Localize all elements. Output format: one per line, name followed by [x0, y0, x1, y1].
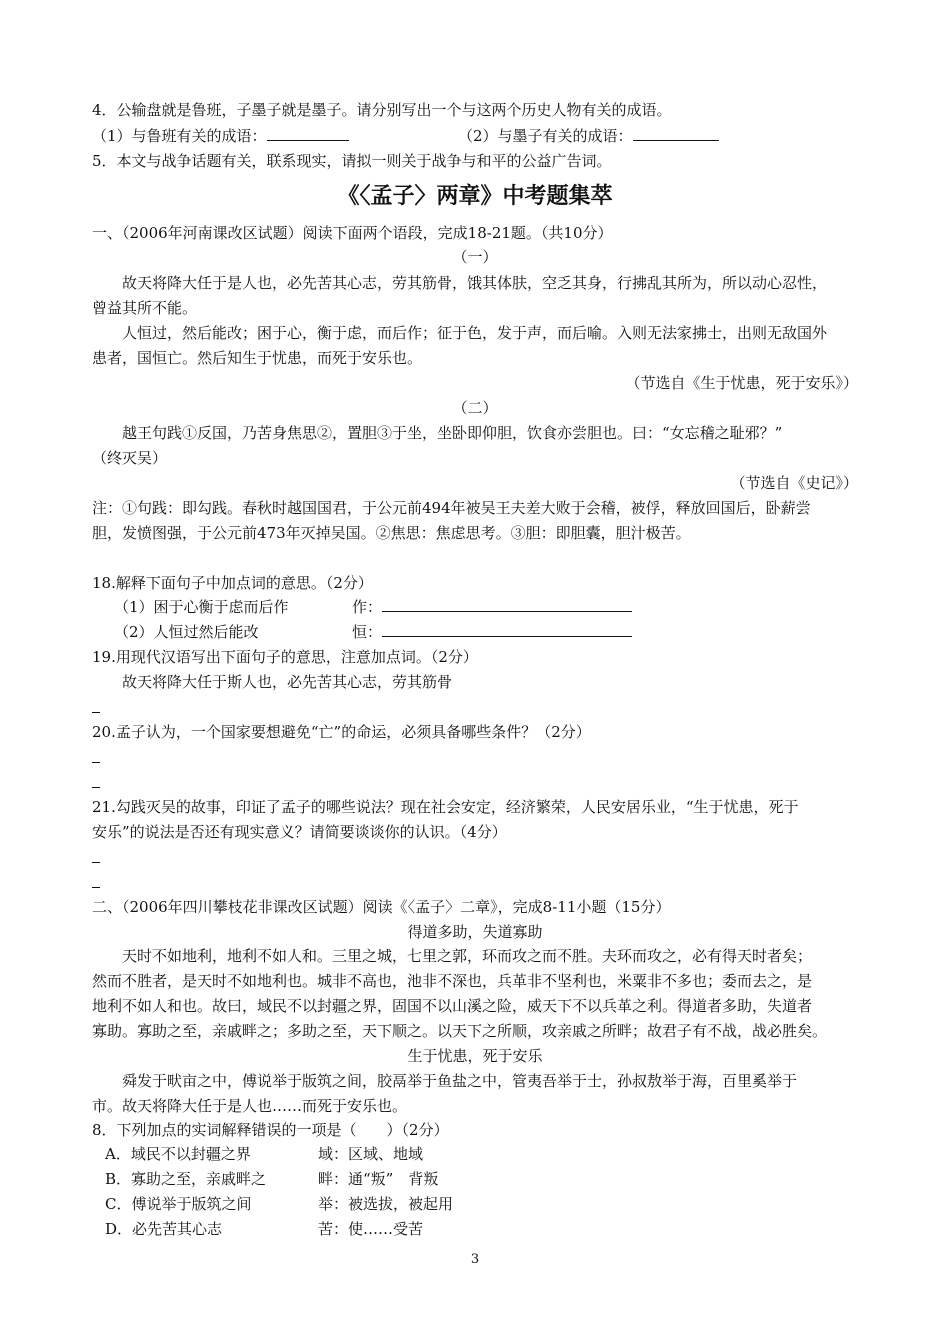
answer-blank[interactable]	[267, 126, 349, 141]
passage-line: 人恒过，然后能改；困于心，衡于虑，而后作；征于色，发于声，而后喻。入则无法家拂士，出则无敌国外	[122, 324, 828, 342]
option-b[interactable]: B．寡助之至，亲戚畔之	[105, 1170, 267, 1188]
part-1-label: （一）	[452, 248, 498, 266]
question-21-line: 安乐”的说法是否还有现实意义？请简要谈谈你的认识。（4分）	[92, 823, 507, 841]
note-line: 注：①句践：即勾践。春秋时越国国君，于公元前494年被吴王夫差大败于会稽，被俘，释放回国后，卧薪尝	[92, 499, 811, 517]
question-19-text: 故天将降大任于斯人也，必先苦其心志，劳其筋骨	[122, 673, 453, 691]
option-c-explanation: 举：被选拔，被起用	[318, 1195, 454, 1213]
option-b-explanation: 畔：通“叛” 背叛	[318, 1170, 439, 1188]
question-4-part-1	[92, 126, 349, 146]
passage-line: 地利不如人和也。故曰，域民不以封疆之界，固国不以山溪之险，威天下不以兵革之利。得道者多助，失道者	[92, 997, 813, 1015]
passage-subtitle: 得道多助，失道寡助	[407, 923, 543, 941]
passage-subtitle: 生于忧患，死于安乐	[407, 1047, 543, 1065]
question-18-2-answer	[352, 622, 632, 642]
passage-line: 故天将降大任于是人也，必先苦其心志，劳其筋骨，饿其体肤，空乏其身，行拂乱其所为，所以动心忍性，	[122, 274, 828, 292]
question-21-line: 21.勾践灭吴的故事，印证了孟子的哪些说法？现在社会安定，经济繁荣，人民安居乐业，“生于忧患，死于	[92, 798, 799, 816]
passage-line: 越王句践①反国，乃苦身焦思②，置胆③于坐，坐卧即仰胆，饮食亦尝胆也。曰：“女忘稽之耻邪？”	[122, 424, 783, 442]
answer-blank[interactable]	[382, 597, 632, 612]
passage-line: 然而不胜者，是天时不如地利也。城非不高也，池非不深也，兵革非不坚利也，米粟非不多也；委而去之，是	[92, 972, 813, 990]
page-number: 3	[470, 1252, 480, 1267]
section-2-heading: 二、（2006年四川攀枝花非课改区试题）阅读《〈孟子〉二章》，完成8-11小题（15分）	[92, 898, 671, 916]
question-4-part-2	[458, 126, 719, 146]
passage-line: 天时不如地利，地利不如人和。三里之城，七里之郭，环而攻之而不胜。夫环而攻之，必有得天时者矣；	[122, 947, 813, 965]
question-18-1-answer	[352, 597, 632, 617]
passage-line: 舜发于畎亩之中，傅说举于版筑之间，胶鬲举于鱼盐之中，管夷吾举于士，孙叔敖举于海，百里奚举于	[122, 1072, 798, 1090]
section-1-heading: 一、（2006年河南课改区试题）阅读下面两个语段，完成18-21题。（共10分）	[92, 224, 613, 242]
page-title: 《〈孟子〉两章》中考题集萃	[337, 184, 613, 209]
passage-line: 曾益其所不能。	[92, 299, 198, 317]
question-18: 18.解释下面句子中加点词的意思。（2分）	[92, 574, 373, 592]
option-a[interactable]: A．域民不以封疆之界	[105, 1145, 251, 1163]
answer-line[interactable]	[92, 712, 100, 713]
answer-label: 恒：	[352, 623, 383, 641]
passage-line: 患者，国恒亡。然后知生于忧患，而死于安乐也。	[92, 349, 423, 367]
question-4-1-label: （1）与鲁班有关的成语：	[92, 127, 267, 145]
part-2-label: （二）	[452, 399, 498, 417]
passage-line: （终灭吴）	[92, 449, 168, 467]
answer-line[interactable]	[92, 762, 100, 763]
answer-line[interactable]	[92, 887, 100, 888]
question-19: 19.用现代汉语写出下面句子的意思，注意加点词。（2分）	[92, 648, 478, 666]
answer-blank[interactable]	[382, 622, 632, 637]
source-citation: （节选自《生于忧患，死于安乐》）	[625, 374, 858, 392]
question-5: 5．本文与战争话题有关，联系现实，请拟一则关于战争与和平的公益广告词。	[92, 152, 612, 170]
passage-line: 寡助。寡助之至，亲戚畔之；多助之至，天下顺之。以天下之所顺，攻亲戚之所畔；故君子有不战，战必胜矣。	[92, 1022, 828, 1040]
answer-line[interactable]	[92, 862, 100, 863]
option-d[interactable]: D．必先苦其心志	[105, 1220, 223, 1238]
answer-blank[interactable]	[633, 126, 719, 141]
passage-line: 市。故天将降大任于是人也……而死于安乐也。	[92, 1097, 408, 1115]
answer-line[interactable]	[92, 787, 100, 788]
answer-label: 作：	[352, 598, 383, 616]
note-line: 胆，发愤图强，于公元前473年灭掉吴国。②焦思：焦虑思考。③胆：即胆囊，胆汁极苦。	[92, 524, 691, 542]
option-a-explanation: 域：区域、地域	[318, 1145, 424, 1163]
question-18-2: （2）人恒过然后能改	[114, 623, 259, 641]
option-d-explanation: 苦：使……受苦	[318, 1220, 424, 1238]
question-20: 20.孟子认为，一个国家要想避免“亡”的命运，必须具备哪些条件？（2分）	[92, 723, 591, 741]
question-4: 4．公输盘就是鲁班，子墨子就是墨子。请分别写出一个与这两个历史人物有关的成语。	[92, 101, 672, 119]
question-18-1: （1）困于心衡于虑而后作	[114, 598, 289, 616]
question-4-2-label: （2）与墨子有关的成语：	[458, 127, 633, 145]
source-citation: （节选自《史记》）	[730, 474, 858, 492]
question-8: 8．下列加点的实词解释错误的一项是（ ）（2分）	[92, 1121, 449, 1139]
option-c[interactable]: C．傅说举于版筑之间	[105, 1195, 252, 1213]
